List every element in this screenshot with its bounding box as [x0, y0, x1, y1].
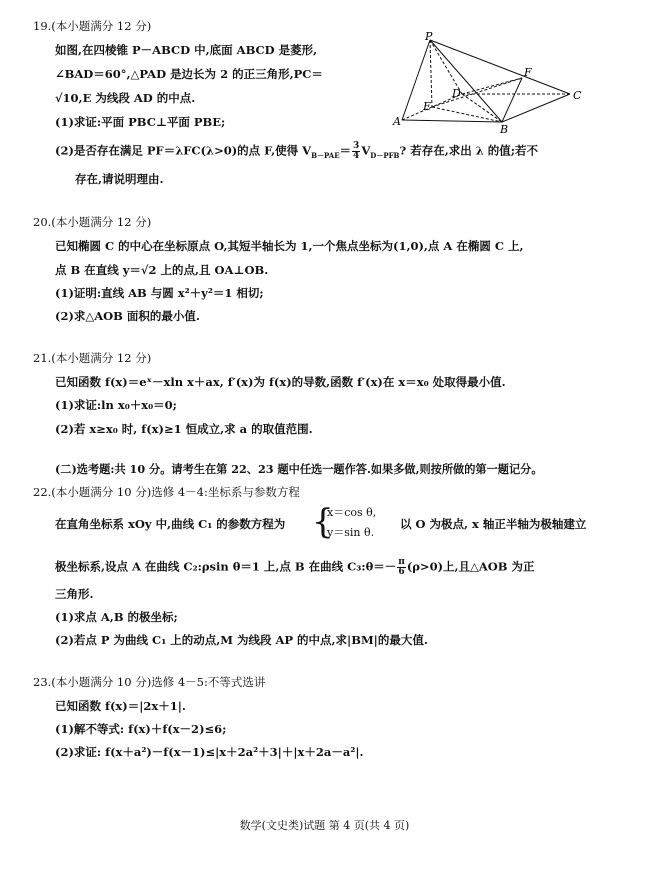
q19-part2-text-b: ? 若存在,求出 λ 的值;若不 [399, 143, 539, 158]
q22-line2 [55, 558, 535, 577]
q22-line2-text-a: 极坐标系,设点 A 在曲线 C₂:ρsin θ＝1 上,点 B 在曲线 C₃:θ＝－ [55, 559, 397, 574]
q23-part1: (1)解不等式: f(x)＋f(x－2)≤6; [55, 722, 227, 736]
label-P: P [425, 32, 433, 43]
q22-line3: 三角形. [55, 587, 94, 601]
q23-part2: (2)求证: f(x＋a²)－f(x－1)≤|x＋2a²＋3|＋|x＋2a－a²|. [55, 745, 364, 759]
q22-frac-num: π [398, 557, 405, 567]
q19-header: 19.(本小题满分 12 分) [33, 19, 152, 33]
q19-part2-sub1: B－PAE [311, 150, 340, 160]
edge-AB [402, 120, 502, 122]
q20-header: 20.(本小题满分 12 分) [33, 215, 152, 229]
q21-part2: (2)若 x≥x₀ 时, f(x)≥1 恒成立,求 a 的取值范围. [55, 422, 313, 436]
q20-part2: (2)求△AOB 面积的最小值. [55, 309, 200, 323]
label-A: A [393, 115, 401, 128]
q21-part1: (1)求证:ln x₀＋x₀＝0; [55, 398, 177, 412]
q19-part2 [55, 142, 538, 163]
label-C: C [573, 89, 582, 102]
pyramid-figure [392, 32, 592, 137]
label-D: D [452, 87, 461, 100]
q22-part2: (2)若点 P 为曲线 C₁ 上的动点,M 为线段 AP 的中点,求|BM|的最大值. [55, 633, 428, 647]
q23-line1: 已知函数 f(x)＝|2x＋1|. [55, 699, 186, 713]
edge-PE [430, 40, 432, 107]
q22-line2-text-b: (ρ>0)上,且△AOB 为正 [406, 559, 535, 574]
q23-header: 23.(本小题满分 10 分)选修 4－5:不等式选讲 [33, 675, 266, 689]
system-eq1: x＝cos θ, [327, 506, 377, 519]
q19-part2-text-a: (2)是否存在满足 PF＝λFC(λ>0)的点 F,使得 V [55, 143, 312, 158]
q19-part2-v: V [361, 143, 371, 158]
page-footer: 数学(文史类)试题 第 4 页(共 4 页) [239, 819, 410, 832]
q20-part1: (1)证明:直线 AB 与圆 x²＋y²＝1 相切; [55, 286, 264, 300]
label-F: F [524, 66, 532, 79]
q19-part2-cont: 存在,请说明理由. [75, 172, 164, 186]
q22-fraction [397, 558, 406, 577]
q21-header: 21.(本小题满分 12 分) [33, 351, 152, 365]
q22-line1b: 以 O 为极点, x 轴正半轴为极轴建立 [400, 517, 587, 531]
q20-line1: 已知椭圆 C 的中心在坐标原点 O,其短半轴长为 1,一个焦点坐标为(1,0),点 A 在椭圆 C 上, [55, 239, 524, 253]
q19-part2-eq: ＝ [339, 143, 352, 158]
edge-PC [430, 40, 570, 94]
q19-line2: ∠BAD＝60°,△PAD 是边长为 2 的正三角形,PC＝ [55, 67, 323, 81]
edge-EF [432, 78, 522, 107]
q19-part1: (1)求证:平面 PBC⊥平面 PBE; [55, 115, 226, 129]
system-brace: { [312, 502, 334, 542]
label-E: E [423, 100, 432, 113]
edge-PD [430, 40, 462, 94]
q22-part1: (1)求点 A,B 的极坐标; [55, 610, 178, 624]
system-eq2: y＝sin θ. [327, 526, 375, 539]
q19-frac-den: 4 [353, 151, 360, 161]
q19-line1: 如图,在四棱锥 P－ABCD 中,底面 ABCD 是菱形, [55, 43, 318, 57]
label-B: B [500, 123, 509, 136]
q19-part2-sub2: D－PFB [370, 150, 400, 160]
q21-line1: 已知函数 f(x)＝eˣ－xln x＋ax, f′(x)为 f(x)的导数,函数 f′(x)在 x＝x₀ 处取得最小值. [55, 375, 506, 389]
q20-line2: 点 B 在直线 y＝√2 上的点,且 OA⊥OB. [55, 263, 269, 277]
edge-BC [502, 94, 570, 122]
edge-PB [430, 40, 502, 122]
q22-line1a: 在直角坐标系 xOy 中,曲线 C₁ 的参数方程为 [55, 517, 286, 531]
q19-frac-num: 3 [353, 141, 360, 151]
q22-header: 22.(本小题满分 10 分)选修 4－4:坐标系与参数方程 [33, 485, 300, 499]
q19-line3: √10,E 为线段 AD 的中点. [55, 91, 196, 105]
q19-fraction [352, 142, 360, 161]
q22-frac-den: 6 [398, 567, 405, 577]
elective-section-note: (二)选考题:共 10 分。请考生在第 22、23 题中任选一题作答.如果多做,则按所做的第一题记分。 [55, 462, 543, 476]
